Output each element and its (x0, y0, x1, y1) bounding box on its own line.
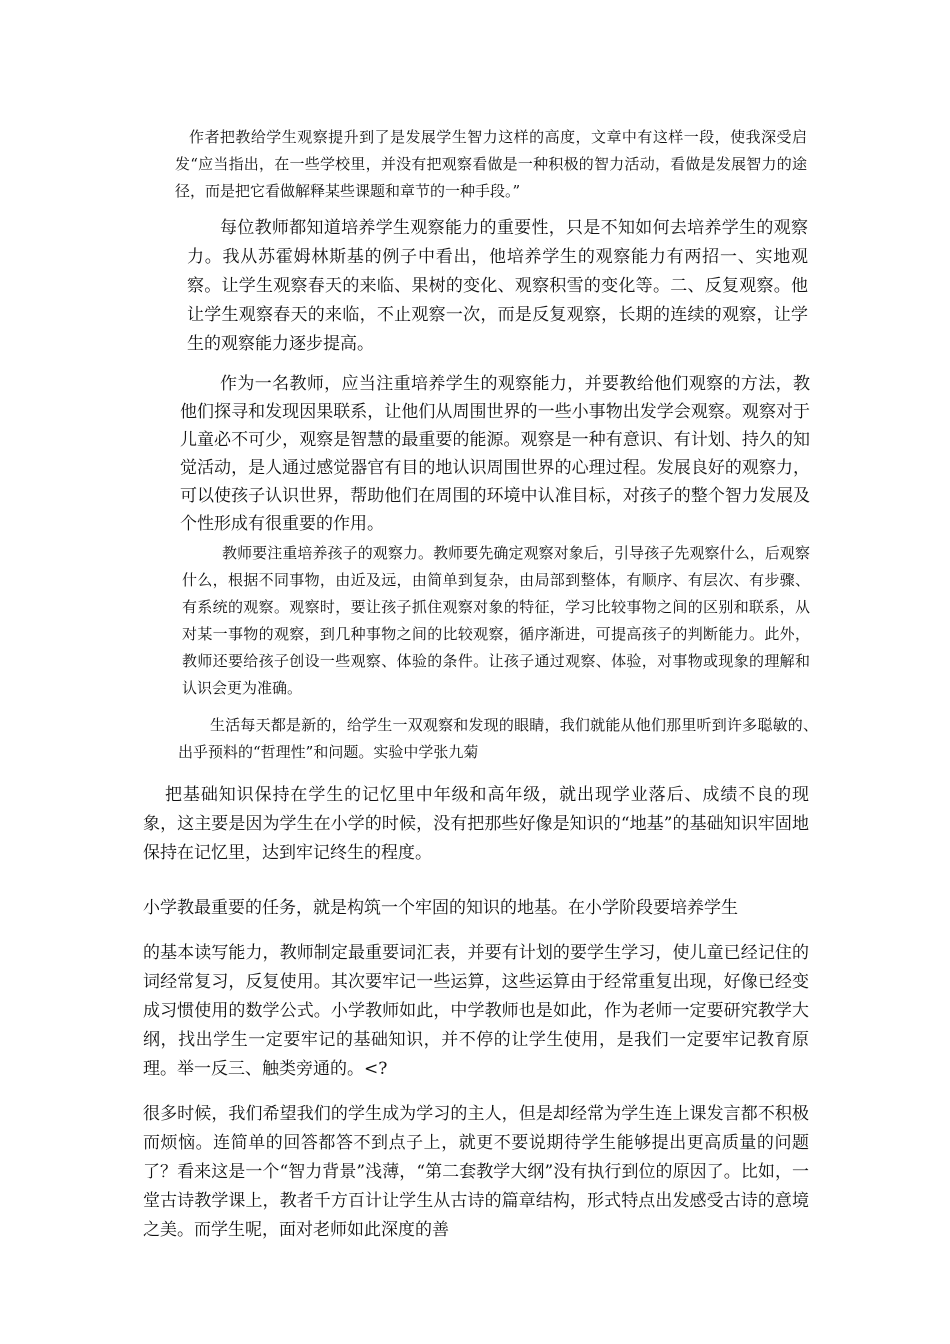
paragraph-observation-guidance: 教师要注重培养孩子的观察力。教师要先确定观察对象后，引导孩子先观察什么，后观察什么，根据不同事物，由近及远，由简单到复杂，由局部到整体，有顺序、有层次、有步骤、有系统的观察。观察时，要让孩子抓住观察对象的特征，学习比较事物之间的区别和联系，从对某一事物的观察，到几种事物之间的比较观察，循序渐进，可提高孩子的判断能力。此外，教师还要给孩子创设一些观察、体验的条件。让孩子通过观察、体验，对事物或现象的理解和认识会更为准确。 (182, 544, 810, 697)
paragraph-student-initiative: 很多时候，我们希望我们的学生成为学习的主人，但是却经常为学生连上课发言都不积极而烦恼。连简单的回答都答不到点子上，就更不要说期待学生能够提出更高质量的问题了？看来这是一个“智力背景”浅薄，“第二套教学大纲”没有执行到位的原因了。比如，一堂古诗教学课上，教者千方百计让学生从古诗的篇章结构，形式特点出发感受古诗的意境之美。而学生呢，面对老师如此深度的善 (143, 1104, 809, 1240)
paragraph-author-signoff: 生活每天都是新的，给学生一双观察和发现的眼睛，我们就能从他们那里听到许多聪敏的、出乎预料的“哲理性”和问题。实验中学张九菊 (178, 716, 818, 761)
paragraph-basic-knowledge-memory: 把基础知识保持在学生的记忆里中年级和高年级，就出现学业落后、成绩不良的现象，这主要是因为学生在小学的时候，没有把那些好像是知识的“地基”的基础知识牢固地保持在记忆里，达到牢记终生的程度。 (143, 785, 809, 863)
paragraph-teaching-observation-intro: 作者把教给学生观察提升到了是发展学生智力这样的高度，文章中有这样一段，使我深受启发“应当指出，在一些学校里，并没有把观察看做是一种积极的智力活动，看做是发展智力的途径，而是把它看做解释某些课题和章节的一种手段。” (175, 128, 807, 200)
paragraph-primary-task-first-line: 小学教最重要的任务，就是构筑一个牢固的知识的地基。在小学阶段要培养学生 (143, 898, 738, 918)
paragraph-teacher-role: 作为一名教师，应当注重培养学生的观察能力，并要教给他们观察的方法，教他们探寻和发现因果联系，让他们从周围世界的一些小事物出发学会观察。观察对于儿童必不可少，观察是智慧的最重要的能源。观察是一种有意识、有计划、持久的知觉活动，是人通过感觉器官有目的地认识周围世界的心理过程。发展良好的观察力，可以使孩子认识世界，帮助他们在周围的环境中认准目标，对孩子的整个智力发展及个性形成有很重要的作用。 (180, 374, 810, 534)
paragraph-observation-methods: 每位教师都知道培养学生观察能力的重要性，只是不知如何去培养学生的观察力。我从苏霍姆林斯基的例子中看出，他培养学生的观察能力有两招一、实地观察。让学生观察春天的来临、果树的变化、观察积雪的变化等。二、反复观察。他让学生观察春天的来临，不止观察一次，而是反复观察，长期的连续的观察，让学生的观察能力逐步提高。 (187, 218, 808, 354)
paragraph-primary-task-continued: 的基本读写能力，教师制定最重要词汇表，并要有计划的要学生学习，使儿童已经记住的词经常复习，反复使用。其次要牢记一些运算，这些运算由于经常重复出现，好像已经变成习惯使用的数学公式。小学教师如此，中学教师也是如此，作为老师一定要研究教学大纲，找出学生一定要牢记的基础知识，并不停的让学生使用，是我们一定要牢记教育原理。举一反三、触类旁通的。<? (143, 943, 809, 1079)
